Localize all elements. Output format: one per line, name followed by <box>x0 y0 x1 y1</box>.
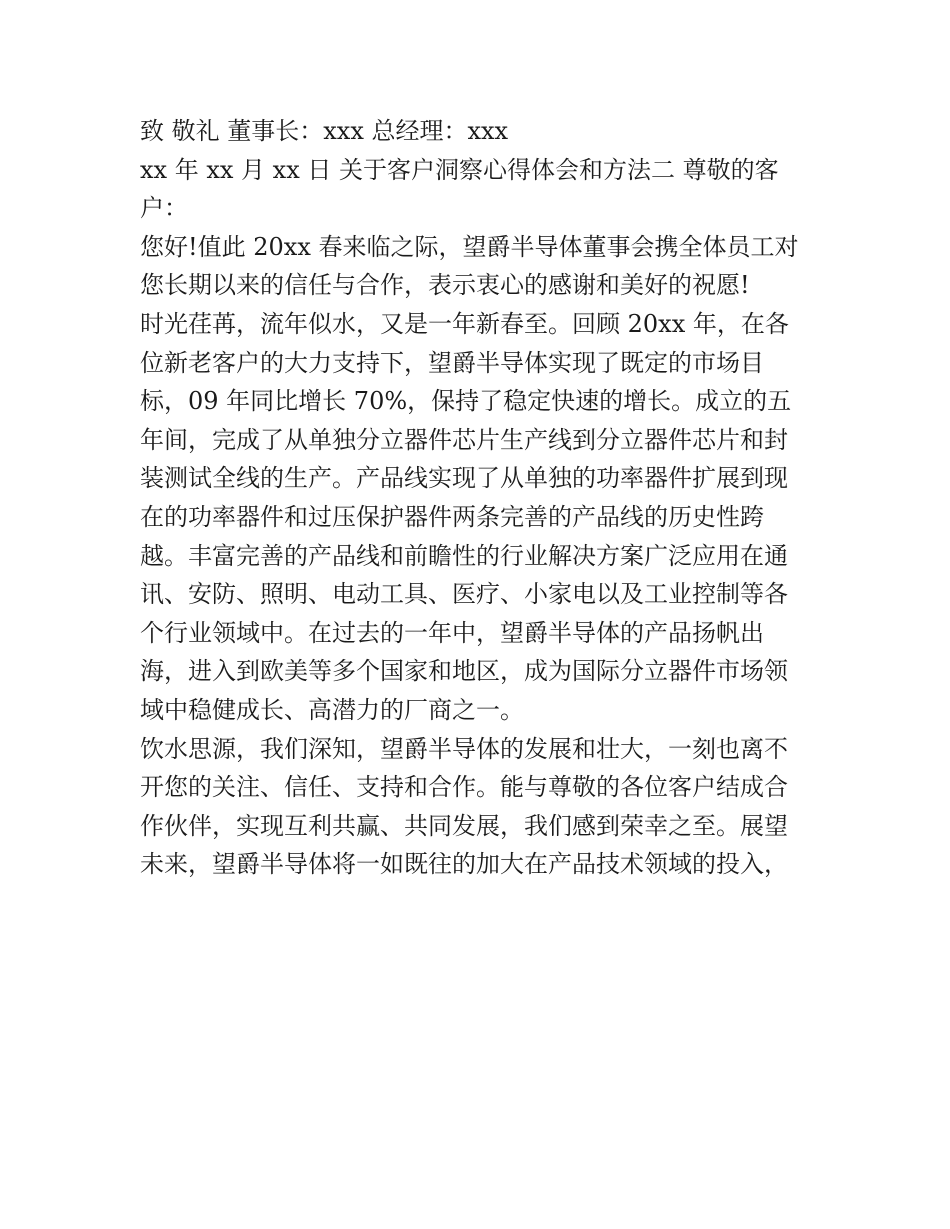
text-line: 越。丰富完善的产品线和前瞻性的行业解决方案广泛应用在通 <box>140 541 788 570</box>
text-line: 致 敬礼 董事长：xxx 总经理：xxx <box>140 117 509 145</box>
text-line: 海，进入到欧美等多个国家和地区，成为国际分立器件市场领 <box>140 657 788 686</box>
text-line: 作伙伴，实现互利共赢、共同发展，我们感到荣幸之至。展望 <box>140 811 788 840</box>
text-line: xx 年 xx 月 xx 日 关于客户洞察心得体会和方法二 尊敬的客 <box>140 155 779 184</box>
text-line: 开您的关注、信任、支持和合作。能与尊敬的各位客户结成合 <box>140 773 788 802</box>
text-line: 年间，完成了从单独分立器件芯片生产线到分立器件芯片和封 <box>140 425 788 454</box>
text-line: 个行业领域中。在过去的一年中，望爵半导体的产品扬帆出 <box>140 618 764 647</box>
text-line: 您长期以来的信任与合作，表示衷心的感谢和美好的祝愿! <box>140 271 750 300</box>
text-line: 户： <box>140 194 188 223</box>
document-body <box>140 112 820 884</box>
text-line: 在的功率器件和过压保护器件两条完善的产品线的历史性跨 <box>140 502 764 531</box>
text-line: 时光荏苒，流年似水，又是一年新春至。回顾 20xx 年，在各 <box>140 309 789 338</box>
text-line: 您好!值此 20xx 春来临之际，望爵半导体董事会携全体员工对 <box>140 232 799 261</box>
text-line: 位新老客户的大力支持下，望爵半导体实现了既定的市场目 <box>140 348 764 377</box>
text-line: 装测试全线的生产。产品线实现了从单独的功率器件扩展到现 <box>140 464 788 493</box>
text-line: 标，09 年同比增长 70%，保持了稳定快速的增长。成立的五 <box>140 387 792 416</box>
text-line: 未来，望爵半导体将一如既往的加大在产品技术领域的投入， <box>140 850 788 879</box>
text-line: 饮水思源，我们深知，望爵半导体的发展和壮大，一刻也离不 <box>140 734 788 763</box>
text-line: 域中稳健成长、高潜力的厂商之一。 <box>140 695 524 724</box>
text-line: 讯、安防、照明、电动工具、医疗、小家电以及工业控制等各 <box>140 580 788 609</box>
